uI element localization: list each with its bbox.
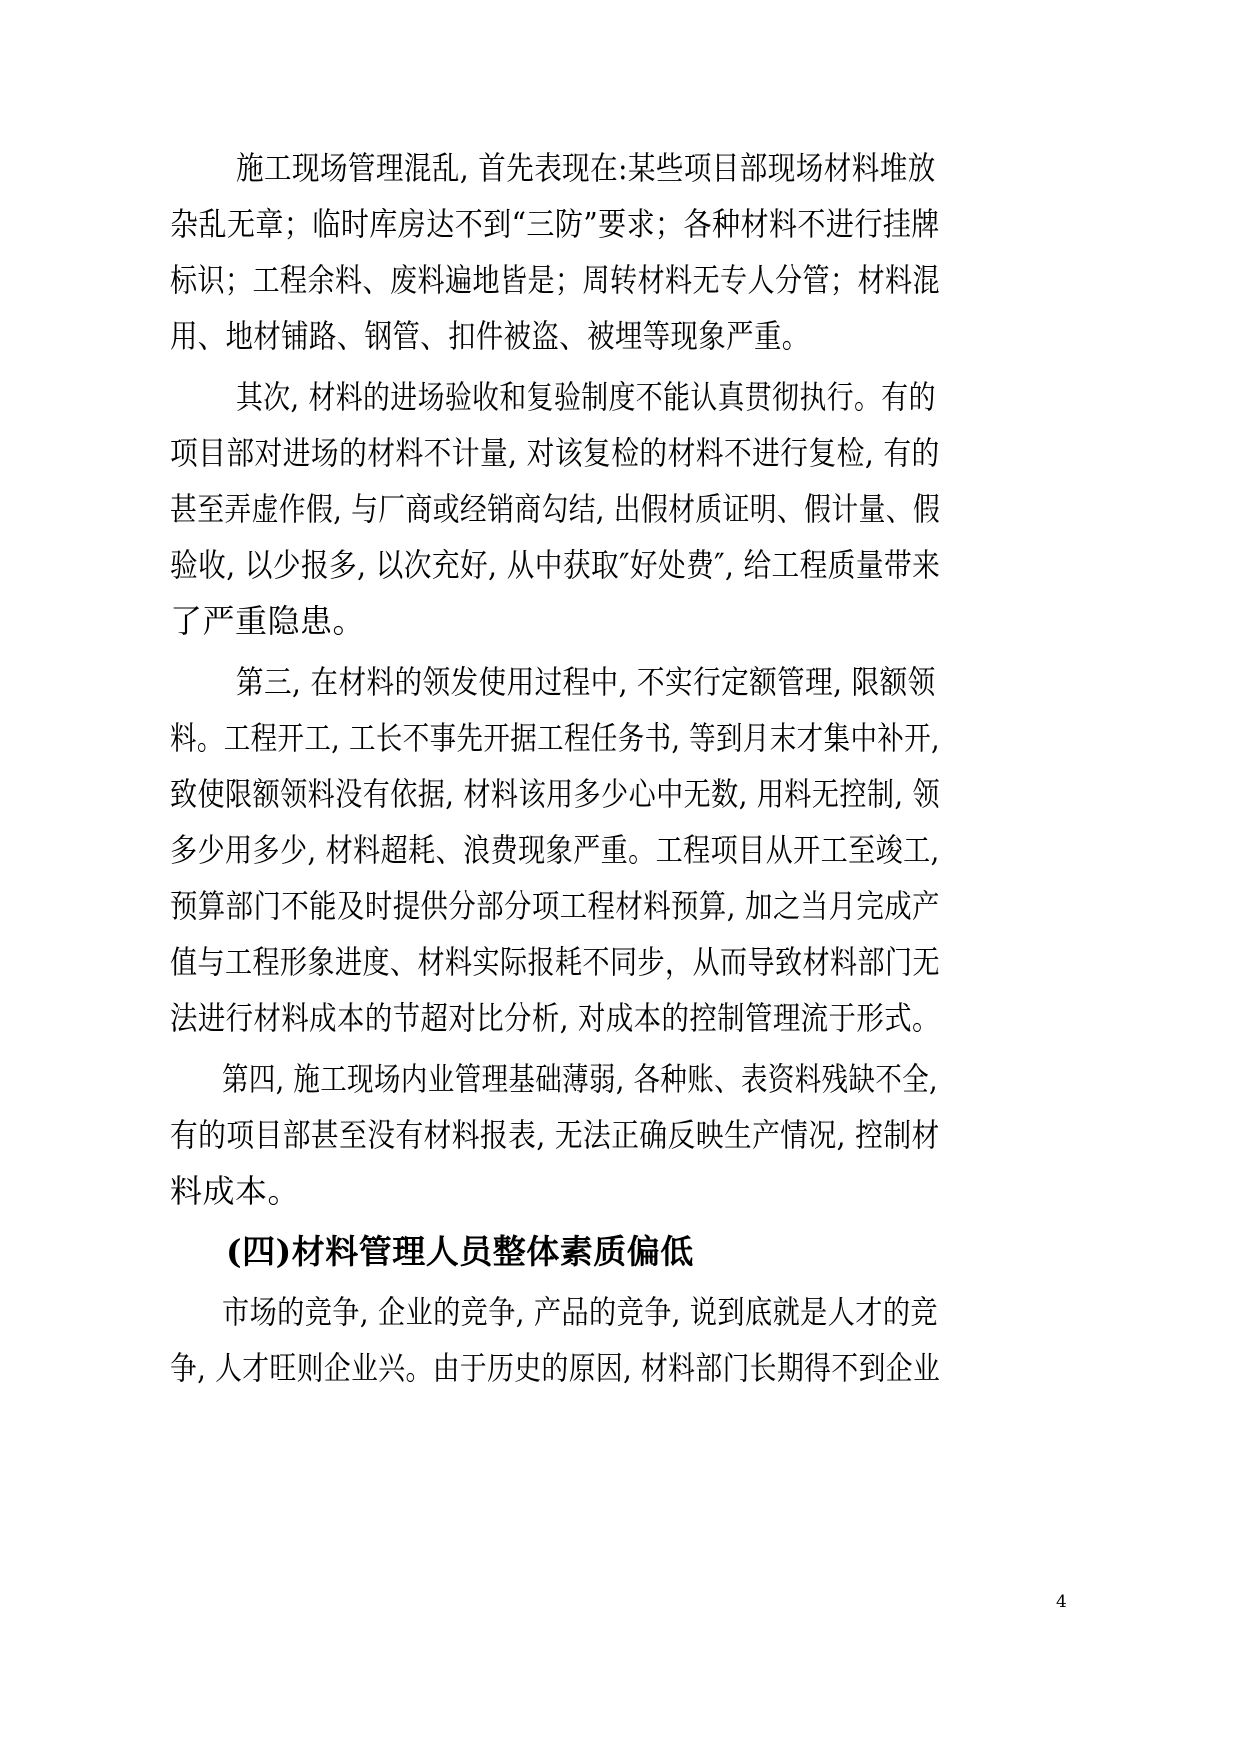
text-line: 料。工程开工, 工长不事先开据工程任务书, 等到月末才集中补开, — [170, 719, 940, 757]
text-line: 致使限额领料没有依据, 材料该用多少心中无数, 用料无控制, 领 — [170, 775, 941, 813]
text-line: 预算部门不能及时提供分部分项工程材料预算, 加之当月完成产 — [170, 887, 940, 925]
text-line: 有的项目部甚至没有材料报表, 无法正确反映生产情况, 控制材 — [170, 1116, 940, 1154]
text-line: 标识；工程余料、废料遍地皆是；周转材料无专人分管；材料混 — [170, 261, 941, 299]
text-line: 甚至弄虚作假, 与厂商或经销商勾结, 出假材质证明、假计量、假 — [170, 490, 941, 528]
text-line: 争, 人才旺则企业兴。由于历史的原因, 材料部门长期得不到企业 — [170, 1349, 941, 1387]
text-line: 多少用多少, 材料超耗、浪费现象严重。工程项目从开工至竣工, — [170, 831, 940, 869]
text-line: 验收, 以少报多, 以次充好, 从中获取″好处费″, 给工程质量带来 — [170, 546, 941, 584]
text-line: 施工现场管理混乱, 首先表现在:某些项目部现场材料堆放 — [236, 149, 936, 187]
text-line: 第三, 在材料的领发使用过程中, 不实行定额管理, 限额领 — [236, 663, 936, 701]
text-line: 项目部对进场的材料不计量, 对该复检的材料不进行复检, 有的 — [170, 434, 940, 472]
text-line: 市场的竞争, 企业的竞争, 产品的竞争, 说到底就是人才的竞 — [222, 1293, 939, 1331]
text-line: 了严重隐患。 — [170, 602, 366, 640]
section-heading: (四)材料管理人员整体素质偏低 — [226, 1232, 694, 1271]
text-line: 法进行材料成本的节超对比分析, 对成本的控制管理流于形式。 — [170, 999, 940, 1037]
text-line: 其次, 材料的进场验收和复验制度不能认真贯彻执行。有的 — [236, 378, 936, 416]
text-line: 杂乱无章；临时库房达不到“三防”要求；各种材料不进行挂牌 — [170, 205, 940, 243]
text-line: 第四, 施工现场内业管理基础薄弱, 各种账、表资料残缺不全, — [222, 1060, 938, 1098]
text-line: 用、地材铺路、钢管、扣件被盗、被埋等现象严重。 — [170, 317, 810, 355]
text-line: 值与工程形象进度、材料实际报耗不同步，从而导致材料部门无 — [170, 943, 941, 981]
text-line: 料成本。 — [170, 1172, 301, 1210]
page-number: 4 — [1056, 1592, 1067, 1612]
